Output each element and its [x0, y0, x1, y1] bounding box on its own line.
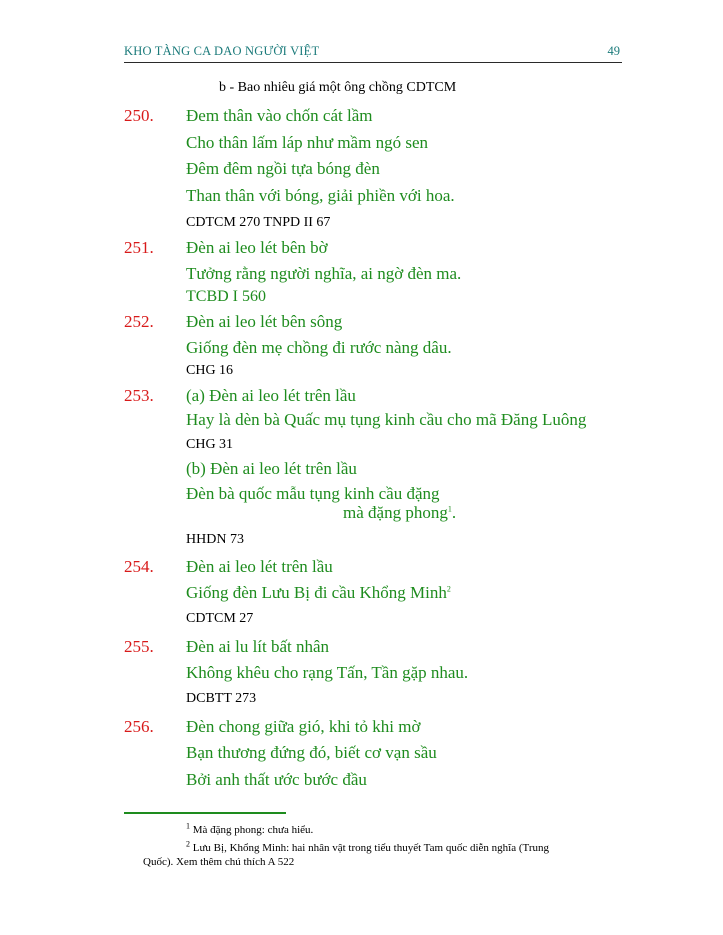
- verse-line-text: mà đặng phong: [343, 503, 448, 522]
- verse-line: Đèn chong giữa gió, khi tỏ khi mờ: [186, 717, 421, 736]
- footnote-ref: 1: [447, 504, 452, 514]
- footnote: [186, 841, 630, 856]
- verse-line: Giống đèn mẹ chồng đi rước nàng dâu.: [186, 338, 452, 357]
- verse-line-text: Giống đèn Lưu Bị đi cầu Khổng Minh: [186, 583, 447, 602]
- verse-line: Cho thân lấm láp như mầm ngó sen: [186, 133, 428, 152]
- footnote-divider: [124, 812, 286, 814]
- verse-line: Bạn thương đứng đó, biết cơ vạn sầu: [186, 743, 437, 762]
- verse-number: 251.: [124, 238, 154, 257]
- verse-line: Đem thân vào chốn cát lầm: [186, 106, 373, 125]
- footnote: [186, 823, 313, 838]
- verse-line: (a) Đèn ai leo lét trên lầu: [186, 386, 356, 405]
- verse-line: Đèn bà quốc mẫu tụng kinh cầu đặng: [186, 484, 440, 503]
- footnote-ref: 2: [446, 584, 451, 594]
- verse-line: Tưởng rằng người nghĩa, ai ngờ đèn ma.: [186, 264, 462, 283]
- footnote-text: Mà đặng phong: chưa hiểu.: [192, 824, 314, 836]
- footnote-mark: 2: [186, 839, 190, 849]
- verse-line-continuation: mà đặng phong$^1$.: [343, 503, 457, 522]
- verse-line: Đêm đêm ngồi tựa bóng đèn: [186, 159, 380, 178]
- source-citation: TCBD I 560: [186, 288, 266, 305]
- verse-number: 255.: [124, 637, 154, 656]
- source-citation: CDTCM 270 TNPD II 67: [186, 215, 331, 230]
- verse-number: 253.: [124, 386, 154, 405]
- verse-line: Bởi anh thất ước bước đầu: [186, 770, 367, 789]
- verse-number: 250.: [124, 106, 154, 125]
- book-title: KHO TÀNG CA DAO NGƯỜI VIỆT: [124, 44, 320, 58]
- running-header: [124, 44, 622, 63]
- verse-line: Hay là dèn bà Quấc mụ tụng kinh cầu cho mã Đăng Luông: [186, 410, 587, 429]
- footnote-text: Lưu Bị, Khổng Minh: hai nhân vật trong tiểu thuyết Tam quốc diễn nghĩa (Trung: [192, 842, 549, 854]
- source-citation: HHDN 73: [186, 532, 244, 547]
- verse-line: Đèn ai leo lét bên sông: [186, 312, 343, 331]
- verse-line: Đèn ai lu lít bất nhân: [186, 637, 330, 656]
- source-citation: CHG 16: [186, 363, 234, 378]
- verse-line: Than thân với bóng, giải phiền với hoa.: [186, 186, 455, 205]
- verse-line: Không khêu cho rạng Tấn, Tần gặp nhau.: [186, 663, 469, 682]
- verse-line: [186, 583, 451, 603]
- footnote-mark: 1: [186, 821, 190, 831]
- verse-line: Đèn ai leo lét trên lầu: [186, 557, 333, 576]
- source-citation: DCBTT 273: [186, 691, 257, 706]
- source-citation: CHG 31: [186, 437, 234, 452]
- footnote-continuation: Quốc). Xem thêm chú thích A 522: [143, 856, 295, 868]
- source-citation: CDTCM 27: [186, 611, 254, 626]
- verse-number: 252.: [124, 312, 154, 331]
- verse-number: 254.: [124, 557, 154, 576]
- verse-number: 256.: [124, 717, 154, 736]
- section-subheading: b - Bao nhiêu giá một ông chồng CDTCM: [219, 80, 457, 95]
- verse-line: Đèn ai leo lét bên bờ: [186, 238, 328, 257]
- verse-line: (b) Đèn ai leo lét trên lầu: [186, 459, 357, 478]
- page-number: 49: [607, 44, 620, 58]
